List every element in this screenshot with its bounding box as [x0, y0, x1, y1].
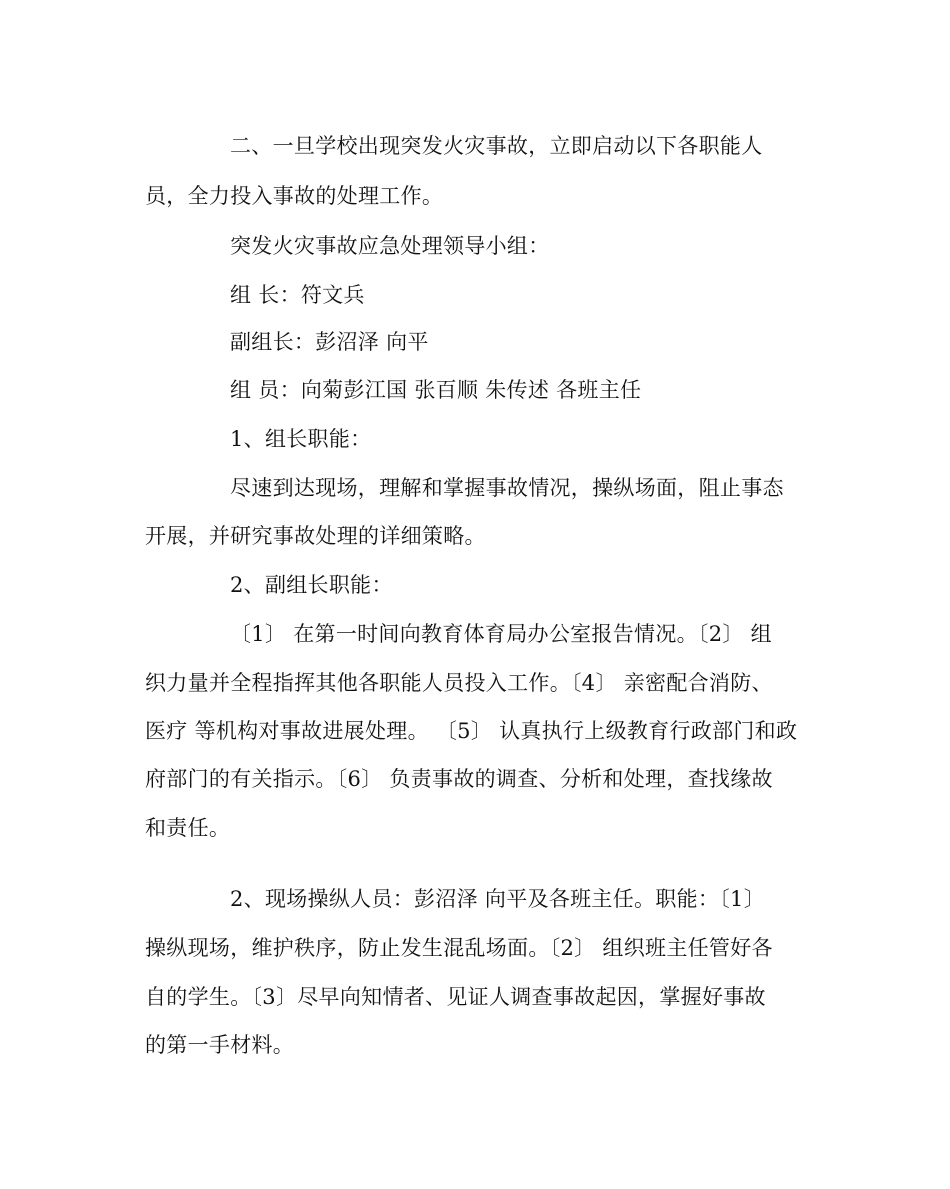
section-heading-line-1: 二、一旦学校出现突发火灾事故，立即启动以下各职能人 [230, 134, 763, 158]
deputy-duties-line-1: 〔1〕 在第一时间向教育体育局办公室报告情况。〔2〕 组 [230, 622, 772, 646]
site-control-line-2: 操纵现场，维护秩序，防止发生混乱场面。〔2〕 组织班主任管好各 [145, 936, 773, 960]
leader-duties-title: 1、组长职能： [230, 427, 372, 451]
group-leader: 组 长：符文兵 [230, 283, 365, 307]
leadership-group-title: 突发火灾事故应急处理领导小组： [230, 234, 550, 258]
site-control-line-4: 的第一手材料。 [145, 1033, 295, 1057]
deputy-duties-line-3: 医疗 等机构对事故进展处理。 〔5〕 认真执行上级教育行政部门和政 [145, 719, 798, 743]
deputy-duties-line-5: 和责任。 [145, 816, 231, 840]
site-control-line-1: 2、现场操纵人员：彭沼泽 向平及各班主任。职能：〔1〕 [230, 887, 765, 911]
section-heading-line-2: 员，全力投入事故的处理工作。 [145, 184, 444, 208]
leader-duties-line-1: 尽速到达现场，理解和掌握事故情况，操纵场面，阻止事态 [230, 476, 784, 500]
deputy-duties-line-2: 织力量并全程指挥其他各职能人员投入工作。〔4〕 亲密配合消防、 [145, 671, 773, 695]
site-control-line-3: 自的学生。〔3〕尽早向知情者、见证人调查事故起因，掌握好事故 [145, 985, 766, 1009]
leader-duties-line-2: 开展，并研究事故处理的详细策略。 [145, 524, 486, 548]
group-members: 组 员：向菊彭江国 张百顺 朱传述 各班主任 [230, 378, 642, 402]
deputy-duties-title: 2、副组长职能： [230, 573, 393, 597]
group-deputy: 副组长：彭沼泽 向平 [230, 330, 429, 354]
deputy-duties-line-4: 府部门的有关指示。〔6〕 负责事故的调查、分析和处理，查找缘故 [145, 767, 773, 791]
